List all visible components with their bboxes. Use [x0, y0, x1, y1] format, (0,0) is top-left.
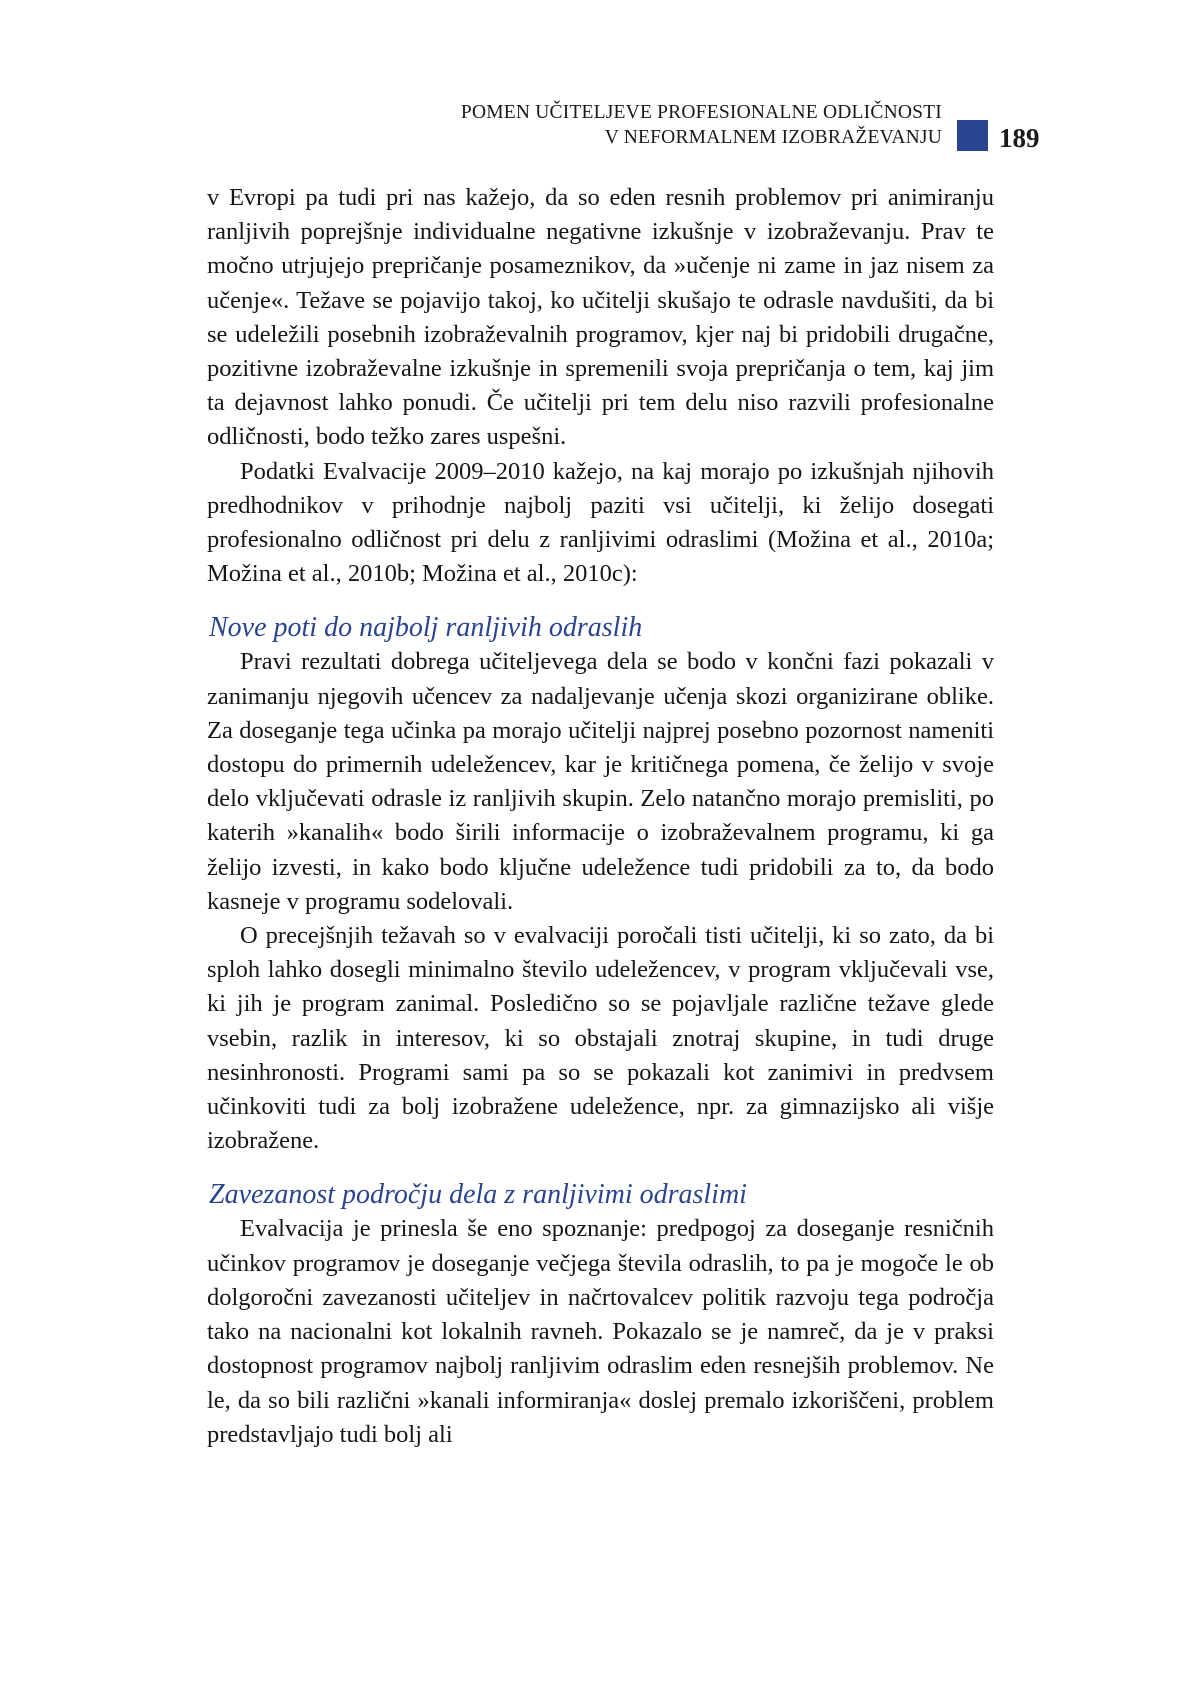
paragraph-evaluation-data: Podatki Evalvacije 2009–2010 kažejo, na kaj morajo po izkušnjah njihovih predhodnikov v prihodnje najbolj paziti vsi učitelji, ki želijo dosegati profesionalno odličnost pri delu z ranljivimi odraslimi (Možina et al., 2010a; Možina et al., 2010b; Možina et al., 2010c): [207, 457, 994, 588]
running-header [461, 100, 942, 150]
running-title-line-2: V NEFORMALNEM IZOBRAŽEVANJU [604, 127, 942, 148]
paragraph-difficulties: O precejšnjih težavah so v evalvaciji poročali tisti učitelji, ki so zato, da bi sploh lahko dosegli minimalno število udeležencev, v program vključevali vse, ki jih je program zanimal. Posledično so se pojavljale različne težave glede vsebin, razlik in interesov, ki so obstajali znotraj skupine, in tudi druge nesinhronosti. Programi sami pa so se pokazali kot zanimivi in predvsem učinkoviti tudi za bolj izobražene udeležence, npr. za gimnazijsko ali višje izobražene. [207, 922, 994, 1155]
running-title-line-1: POMEN UČITELJEVE PROFESIONALNE ODLIČNOSTI [460, 102, 942, 123]
paragraph-continued: v Evropi pa tudi pri nas kažejo, da so eden resnih problemov pri animiranju ranljivih poprejšnje individualne negativne izkušnje v izobraževanju. Prav te močno utrjujejo prepričanje posameznikov, da »učenje ni zame in jaz nisem za učenje«. Težave se pojavijo takoj, ko učitelji skušajo te odrasle navdušiti, da bi se udeležili posebnih izobraževalnih programov, kjer naj bi pridobili drugačne, pozitivne izobraževalne izkušnje in spremenili svoja prepričanja o tem, kaj jim ta dejavnost lahko ponudi. Če učitelji pri tem delu niso razvili profesionalne odličnosti, bodo težko zares uspešni. [207, 184, 994, 451]
section-heading-new-paths: Nove poti do najbolj ranljivih odraslih [209, 612, 643, 644]
section-heading-commitment: Zavezanost področju dela z ranljivimi odraslimi [209, 1179, 747, 1211]
header-accent-square [957, 120, 988, 151]
paragraph-evaluation-insight: Evalvacija je prinesla še eno spoznanje: predpogoj za doseganje resničnih učinkov programov je doseganje večjega števila odraslih, to pa je mogoče le ob dolgoročni zavezanosti učiteljev in načrtovalcev politik razvoju tega področja tako na nacionalni kot lokalnih ravneh. Pokazalo se je namreč, da je v praksi dostopnost programov najbolj ranljivim odraslim eden resnejših problemov. Ne le, da so bili različni »kanali informiranja« doslej premalo izkoriščeni, problem predstavljajo tudi bolj ali [207, 1215, 994, 1448]
body-text [207, 181, 994, 1452]
paragraph-real-results: Pravi rezultati dobrega učiteljevega dela se bodo v končni fazi pokazali v zanimanju njegovih učencev za nadaljevanje učenja skozi organizirane oblike. Za doseganje tega učinka pa morajo učitelji najprej posebno pozornost nameniti dostopu do primernih udeležencev, kar je kritičnega pomena, če želijo v svoje delo vključevati odrasle iz ranljivih skupin. Zelo natančno morajo premisliti, po katerih »kanalih« bodo širili informacije o izobraževalnem programu, ki ga želijo izvesti, in kako bodo ključne udeležence tudi pridobili za to, da bodo kasneje v programu sodelovali. [207, 648, 994, 915]
page-number: 189 [999, 123, 1040, 153]
